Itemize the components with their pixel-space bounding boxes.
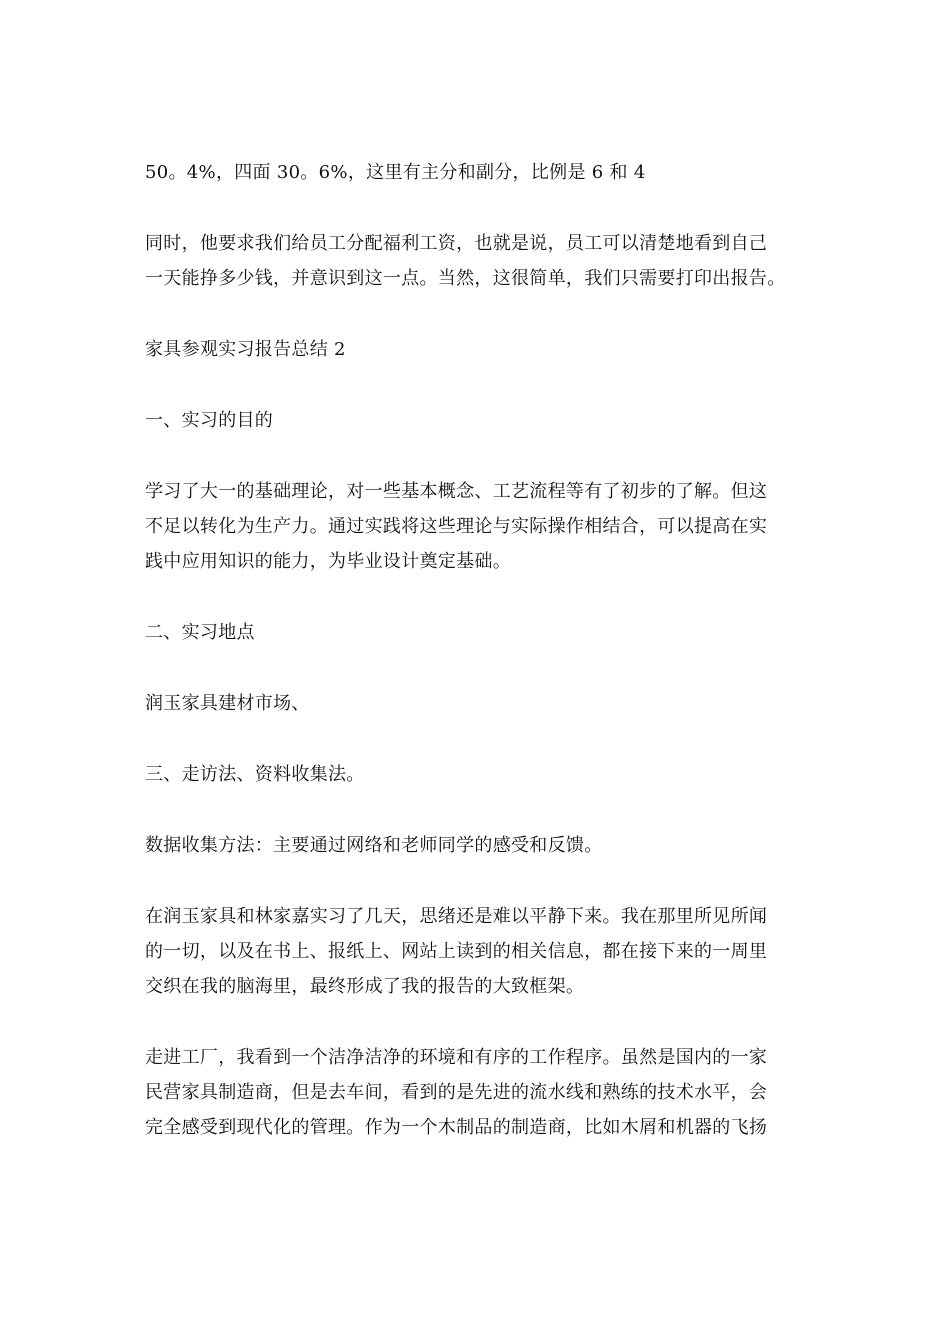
- paragraph-internship-experience: [145, 899, 810, 1004]
- text-line: 学习了大一的基础理论，对一些基本概念、工艺流程等有了初步的了解。但这: [145, 481, 768, 502]
- text-line: 二、实习地点: [145, 622, 255, 643]
- text-line: 同时，他要求我们给员工分配福利工资，也就是说，员工可以清楚地看到自己: [145, 233, 768, 254]
- text-line: 一天能挣多少钱，并意识到这一点。当然，这很简单，我们只需要打印出报告。: [145, 268, 786, 289]
- paragraph-factory: [145, 1040, 810, 1145]
- text-line: 在润玉家具和林家嘉实习了几天，思绪还是难以平静下来。我在那里所见所闻: [145, 906, 768, 927]
- paragraph-location: [145, 686, 810, 721]
- document-body: [145, 155, 810, 1181]
- heading-purpose: [145, 403, 810, 438]
- text-line: 家具参观实习报告总结 2: [145, 339, 346, 360]
- paragraph-data-collection: [145, 828, 810, 863]
- heading-location: [145, 615, 810, 650]
- text-line: 民营家具制造商，但是去车间，看到的是先进的流水线和熟练的技术水平，会: [145, 1082, 768, 1103]
- text-line: 践中应用知识的能力，为毕业设计奠定基础。: [145, 551, 511, 572]
- text-line: 数据收集方法：主要通过网络和老师同学的感受和反馈。: [145, 835, 603, 856]
- text-line: 的一切，以及在书上、报纸上、网站上读到的相关信息，都在接下来的一周里: [145, 941, 768, 962]
- paragraph-ratio: [145, 155, 810, 190]
- heading-method: [145, 757, 810, 792]
- section-title: [145, 332, 810, 367]
- text-line: 润玉家具建材市场、: [145, 693, 310, 714]
- text-line: 三、走访法、资料收集法。: [145, 764, 365, 785]
- paragraph-purpose: [145, 474, 810, 579]
- text-line: 完全感受到现代化的管理。作为一个木制品的制造商，比如木屑和机器的飞扬: [145, 1117, 768, 1138]
- text-line: 一、实习的目的: [145, 410, 274, 431]
- paragraph-welfare-wage: [145, 226, 810, 296]
- text-line: 不足以转化为生产力。通过实践将这些理论与实际操作相结合，可以提高在实: [145, 516, 768, 537]
- text-line: 走进工厂，我看到一个洁净洁净的环境和有序的工作程序。虽然是国内的一家: [145, 1047, 768, 1068]
- text-line: 50。4%，四面 30。6%，这里有主分和副分，比例是 6 和 4: [145, 162, 646, 183]
- text-line: 交织在我的脑海里，最终形成了我的报告的大致框架。: [145, 976, 585, 997]
